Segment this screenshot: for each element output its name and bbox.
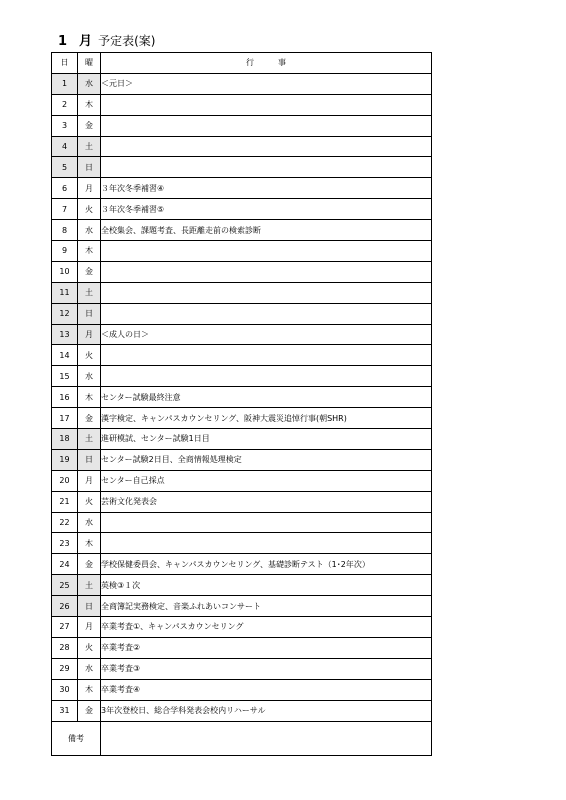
- table-row: [52, 637, 432, 658]
- notes-content: [101, 721, 432, 755]
- table-row: [52, 115, 432, 136]
- day-cell: 11: [52, 282, 78, 303]
- day-cell: 3: [52, 115, 78, 136]
- weekday-cell: 火: [78, 345, 101, 366]
- weekday-cell: 火: [78, 199, 101, 220]
- day-cell: 5: [52, 157, 78, 178]
- weekday-cell: 月: [78, 178, 101, 199]
- day-cell: 28: [52, 637, 78, 658]
- table-row: [52, 617, 432, 638]
- weekday-cell: 火: [78, 637, 101, 658]
- table-row: [52, 679, 432, 700]
- table-row: [52, 220, 432, 241]
- table-row: [52, 345, 432, 366]
- table-row: [52, 324, 432, 345]
- table-row: [52, 429, 432, 450]
- table-row: [52, 261, 432, 282]
- weekday-cell: 火: [78, 491, 101, 512]
- notes-label: 備考: [52, 721, 101, 755]
- day-cell: 14: [52, 345, 78, 366]
- weekday-cell: 水: [78, 73, 101, 94]
- weekday-cell: 日: [78, 596, 101, 617]
- day-cell: 23: [52, 533, 78, 554]
- weekday-cell: 土: [78, 282, 101, 303]
- weekday-cell: 日: [78, 449, 101, 470]
- event-cell: [101, 345, 432, 366]
- event-cell: 全校集会、課題考査、長距離走前の検索診断: [101, 220, 432, 241]
- event-cell: [101, 512, 432, 533]
- day-cell: 13: [52, 324, 78, 345]
- event-cell: 3年次登校日、総合学科発表会校内リハーサル: [101, 700, 432, 721]
- day-cell: 4: [52, 136, 78, 157]
- weekday-cell: 月: [78, 617, 101, 638]
- weekday-cell: 水: [78, 220, 101, 241]
- event-cell: 英検③１次: [101, 575, 432, 596]
- weekday-cell: 土: [78, 575, 101, 596]
- day-cell: 8: [52, 220, 78, 241]
- weekday-cell: 土: [78, 136, 101, 157]
- table-row: [52, 533, 432, 554]
- weekday-cell: 金: [78, 115, 101, 136]
- header-day: 日: [52, 53, 78, 74]
- day-cell: 31: [52, 700, 78, 721]
- event-cell: 卒業考査③: [101, 658, 432, 679]
- event-cell: 芸術文化発表会: [101, 491, 432, 512]
- table-row: [52, 73, 432, 94]
- event-cell: [101, 241, 432, 262]
- event-cell: [101, 94, 432, 115]
- event-cell: 卒業考査④: [101, 679, 432, 700]
- event-cell: [101, 303, 432, 324]
- table-row: [52, 387, 432, 408]
- weekday-cell: 木: [78, 94, 101, 115]
- day-cell: 16: [52, 387, 78, 408]
- weekday-cell: 水: [78, 512, 101, 533]
- schedule-rows: [52, 73, 432, 721]
- table-row: [52, 157, 432, 178]
- weekday-cell: 木: [78, 387, 101, 408]
- table-row: [52, 303, 432, 324]
- event-cell: ＜成人の日＞: [101, 324, 432, 345]
- title-month: [58, 34, 92, 49]
- event-cell: 進研模試、センター試験1日目: [101, 429, 432, 450]
- day-cell: 17: [52, 408, 78, 429]
- weekday-cell: 木: [78, 241, 101, 262]
- day-cell: 12: [52, 303, 78, 324]
- event-cell: [101, 366, 432, 387]
- weekday-cell: 金: [78, 408, 101, 429]
- day-cell: 6: [52, 178, 78, 199]
- header-row: [52, 53, 432, 74]
- notes-row: [52, 721, 432, 755]
- day-cell: 7: [52, 199, 78, 220]
- event-cell: [101, 157, 432, 178]
- day-cell: 30: [52, 679, 78, 700]
- event-cell: 卒業考査②: [101, 637, 432, 658]
- day-cell: 21: [52, 491, 78, 512]
- event-cell: [101, 115, 432, 136]
- day-cell: 29: [52, 658, 78, 679]
- event-cell: 全商簿記実務検定、音楽ふれあいコンサート: [101, 596, 432, 617]
- table-row: [52, 449, 432, 470]
- table-row: [52, 575, 432, 596]
- event-cell: ３年次冬季補習⑤: [101, 199, 432, 220]
- weekday-cell: 月: [78, 470, 101, 491]
- schedule-table: [51, 52, 432, 756]
- table-row: [52, 199, 432, 220]
- event-cell: ＜元日＞: [101, 73, 432, 94]
- event-cell: センター試験最終注意: [101, 387, 432, 408]
- weekday-cell: 木: [78, 679, 101, 700]
- weekday-cell: 日: [78, 157, 101, 178]
- day-cell: 10: [52, 261, 78, 282]
- weekday-cell: 水: [78, 366, 101, 387]
- event-cell: センター試験2日目、全商情報処理検定: [101, 449, 432, 470]
- event-cell: 卒業考査①、キャンパスカウンセリング: [101, 617, 432, 638]
- table-row: [52, 491, 432, 512]
- title-month-number: 1: [58, 34, 68, 49]
- day-cell: 19: [52, 449, 78, 470]
- day-cell: 26: [52, 596, 78, 617]
- table-row: [52, 408, 432, 429]
- table-row: [52, 596, 432, 617]
- weekday-cell: 月: [78, 324, 101, 345]
- event-cell: 学校保健委員会、キャンパスカウンセリング、基礎診断テスト（1･2年次）: [101, 554, 432, 575]
- day-cell: 9: [52, 241, 78, 262]
- day-cell: 27: [52, 617, 78, 638]
- table-row: [52, 470, 432, 491]
- table-row: [52, 282, 432, 303]
- day-cell: 25: [52, 575, 78, 596]
- page-title: [58, 30, 155, 50]
- event-cell: ３年次冬季補習④: [101, 178, 432, 199]
- weekday-cell: 水: [78, 658, 101, 679]
- event-cell: 漢字検定、キャンパスカウンセリング、阪神大震災追悼行事(朝SHR): [101, 408, 432, 429]
- event-cell: [101, 282, 432, 303]
- table-row: [52, 554, 432, 575]
- table-row: [52, 136, 432, 157]
- event-cell: センター自己採点: [101, 470, 432, 491]
- title-month-unit: 月: [79, 34, 93, 49]
- day-cell: 20: [52, 470, 78, 491]
- table-row: [52, 94, 432, 115]
- weekday-cell: 木: [78, 533, 101, 554]
- header-events: 行 事: [101, 53, 432, 74]
- event-cell: [101, 533, 432, 554]
- table-row: [52, 366, 432, 387]
- table-row: [52, 658, 432, 679]
- weekday-cell: 金: [78, 261, 101, 282]
- header-weekday: 曜: [78, 53, 101, 74]
- day-cell: 22: [52, 512, 78, 533]
- weekday-cell: 土: [78, 429, 101, 450]
- day-cell: 2: [52, 94, 78, 115]
- title-text: 予定表(案): [98, 34, 156, 48]
- weekday-cell: 金: [78, 554, 101, 575]
- event-cell: [101, 261, 432, 282]
- table-row: [52, 241, 432, 262]
- table-row: [52, 512, 432, 533]
- table-row: [52, 178, 432, 199]
- day-cell: 24: [52, 554, 78, 575]
- day-cell: 15: [52, 366, 78, 387]
- table-row: [52, 700, 432, 721]
- event-cell: [101, 136, 432, 157]
- day-cell: 18: [52, 429, 78, 450]
- weekday-cell: 日: [78, 303, 101, 324]
- weekday-cell: 金: [78, 700, 101, 721]
- day-cell: 1: [52, 73, 78, 94]
